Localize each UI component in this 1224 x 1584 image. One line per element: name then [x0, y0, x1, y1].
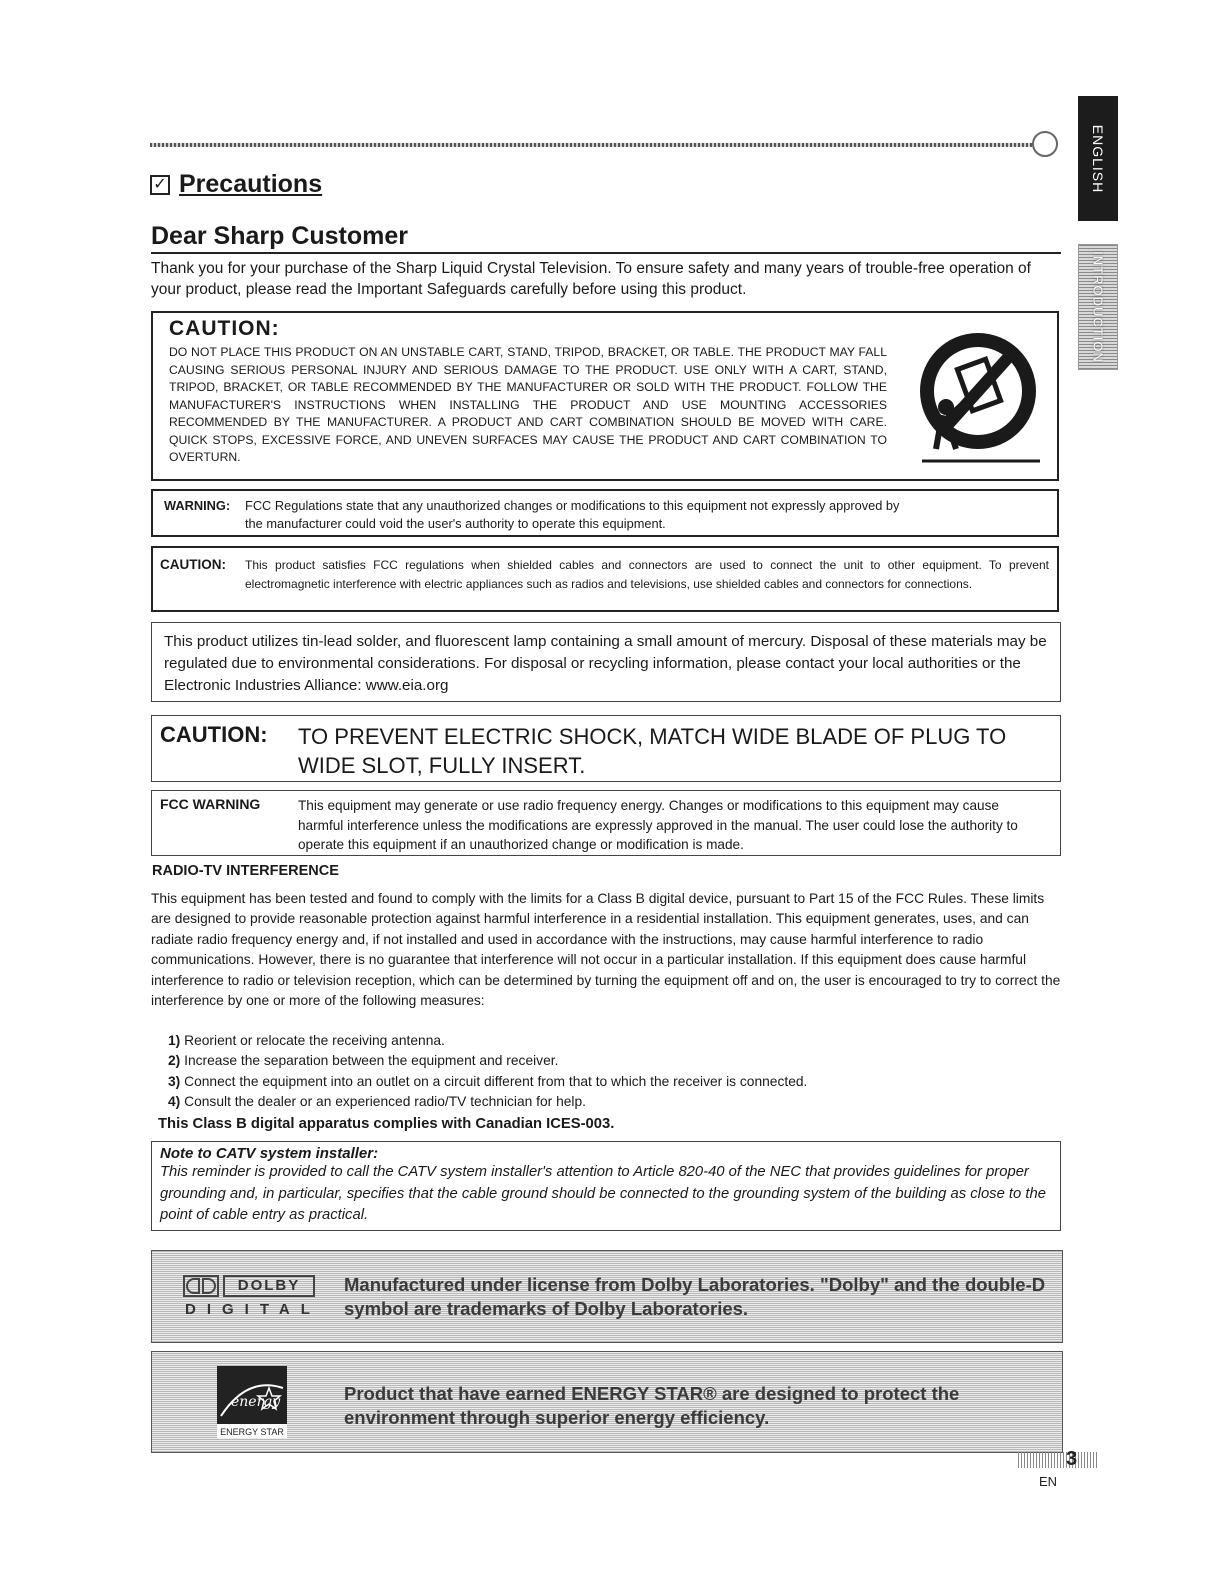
cart-tip-over-icon	[916, 329, 1046, 469]
radio-tv-title: RADIO-TV INTERFERENCE	[152, 863, 339, 879]
side-tab-introduction[interactable]	[1078, 244, 1118, 370]
caution-plug-label: CAUTION:	[160, 722, 268, 747]
dolby-band	[151, 1250, 1063, 1343]
energy-star-logo-icon	[217, 1366, 287, 1438]
greeting-intro: Thank you for your purchase of the Sharp Liquid Crystal Television. To ensure safety and many years of trouble-free operation of your product, please read the Important Safeguards carefully before using this product.	[151, 260, 1031, 298]
list-item: 2) Increase the separation between the equipment and receiver.	[168, 1053, 559, 1069]
warning-text-line2: the manufacturer could void the user's authority to operate this equipment.	[245, 516, 666, 531]
svg-text:ENERGY STAR: ENERGY STAR	[220, 1427, 284, 1437]
caution-cables-label: CAUTION:	[160, 557, 226, 572]
ices-statement: This Class B digital apparatus complies with Canadian ICES-003.	[158, 1116, 615, 1132]
caution-cart-body: DO NOT PLACE THIS PRODUCT ON AN UNSTABLE CART, STAND, TRIPOD, BRACKET, OR TABLE. THE PRODUCT MAY FALL CAUSING SERIOUS PERSONAL INJURY AND SERIOUS DAMAGE TO THE PRODUCT. USE ONLY WITH A CART, STAND, TRIPOD, BRACKET, OR TABLE RECOMMENDED BY THE MANUFACTURER OR SOLD WITH THE PRODUCT. FOLLOW THE MANUFACTURER'S INSTRUCTIONS WHEN INSTALLING THE PRODUCT AND USE MOUNTING ACCESSORIES RECOMMENDED BY THE MANUFACTURER. A PRODUCT AND CART COMBINATION SHOULD BE MOVED WITH CARE. QUICK STOPS, EXCESSIVE FORCE, AND UNEVEN SURFACES MAY CAUSE THE PRODUCT AND CART COMBINATION TO OVERTURN.	[169, 345, 887, 464]
rule-end-circle	[1032, 131, 1058, 157]
fcc-warning-text: This equipment may generate or use radio frequency energy. Changes or modifications to this equipment may cause harmful interference unless the modifications are expressly approved in the manual. The user could lose the authority to operate this equipment if an unauthorized change or modification is made.	[298, 798, 1018, 852]
svg-text:energy: energy	[231, 1394, 281, 1410]
radio-tv-body: This equipment has been tested and found to comply with the limits for a Class B digital device, pursuant to Part 15 of the FCC Rules. These limits are designed to provide reasonable protection against harmful interference in a residential installation. This equipment generates, uses, and can radiate radio frequency energy and, if not installed and used in accordance with the instructions, may cause harmful interference to radio communications. However, there is no guarantee that interference will not occur in a particular installation. If this equipment does cause harmful interference to radio or television reception, which can be determined by turning the equipment off and on, the user is encouraged to try to correct the interference by one or more of the following measures:	[151, 891, 1061, 1009]
checkbox-icon: ✓	[150, 175, 170, 195]
caution-cart-title: CAUTION:	[169, 317, 280, 340]
caution-cart-box	[151, 311, 1059, 481]
section-header	[150, 170, 322, 199]
caution-cables-text: This product satisfies FCC regulations when shielded cables and connectors are used to connect the unit to other equipment. To prevent electromagnetic interference with electric appliances such as radios and televisions, use shielded cables and connectors for connections.	[245, 558, 1049, 591]
catv-note-body: This reminder is provided to call the CATV system installer's attention to Article 820-40 of the NEC that provides guidelines for proper grounding and, in particular, specifies that the cable ground should be connected to the grounding system of the building as close to the point of cable entry as practical.	[160, 1164, 1046, 1223]
measures-list	[168, 1031, 807, 1113]
catv-note-title: Note to CATV system installer:	[160, 1145, 379, 1162]
caution-plug-text: TO PREVENT ELECTRIC SHOCK, MATCH WIDE BLADE OF PLUG TO WIDE SLOT, FULLY INSERT.	[298, 724, 1007, 778]
dolby-digital-logo	[183, 1275, 321, 1323]
dolby-logo-sub: DIGITAL	[185, 1301, 321, 1318]
list-item: 1) Reorient or relocate the receiving antenna.	[168, 1033, 445, 1048]
list-item: 4) Consult the dealer or an experienced radio/TV technician for help.	[168, 1094, 587, 1110]
dolby-logo-word: DOLBY	[223, 1275, 315, 1297]
caution-cables-box	[151, 546, 1059, 612]
mercury-notice: This product utilizes tin-lead solder, and fluorescent lamp containing a small amount of mercury. Disposal of these materials may be regulated due to environmental considerations. For disposal or recycling information, please contact your local authorities or the Electronic Industries Alliance: www.eia.org	[151, 622, 1061, 702]
page-number-bar	[1018, 1448, 1098, 1470]
dolby-text-line1: Manufactured under license from Dolby Laboratories. "Dolby" and the double-D	[344, 1274, 1046, 1295]
warning-label: WARNING:	[164, 498, 231, 513]
page-number: 3	[1066, 1448, 1078, 1470]
page-language: EN	[1039, 1474, 1058, 1489]
energy-text-line1: Product that have earned ENERGY STAR® are designed to protect the	[344, 1383, 960, 1404]
energy-star-band	[151, 1351, 1063, 1453]
warning-fcc-box	[151, 489, 1059, 537]
fcc-warning-box	[151, 790, 1061, 856]
greeting-title: Dear Sharp Customer	[151, 222, 409, 250]
dolby-text-line2: symbol are trademarks of Dolby Laboratories.	[344, 1298, 749, 1319]
side-tab-introduction-label: INTRODUCTION	[1090, 251, 1106, 363]
warning-text-line1: FCC Regulations state that any unauthorized changes or modifications to this equipment not expressly approved by	[245, 498, 900, 513]
double-d-icon	[183, 1275, 219, 1297]
page-title: Precautions	[179, 170, 323, 198]
fcc-warning-label: FCC WARNING	[160, 796, 261, 812]
side-tab-english[interactable]	[1078, 96, 1118, 221]
catv-note-box	[151, 1141, 1061, 1231]
side-tab-english-label: ENGLISH	[1090, 124, 1106, 193]
top-dotted-rule	[150, 143, 1035, 147]
greeting-heading	[151, 222, 1061, 254]
energy-text-line2: environment through superior energy efficiency.	[344, 1407, 770, 1428]
caution-plug-box	[151, 715, 1061, 782]
list-item: 3) Connect the equipment into an outlet on a circuit different from that to which the receiver is connected.	[168, 1073, 808, 1089]
